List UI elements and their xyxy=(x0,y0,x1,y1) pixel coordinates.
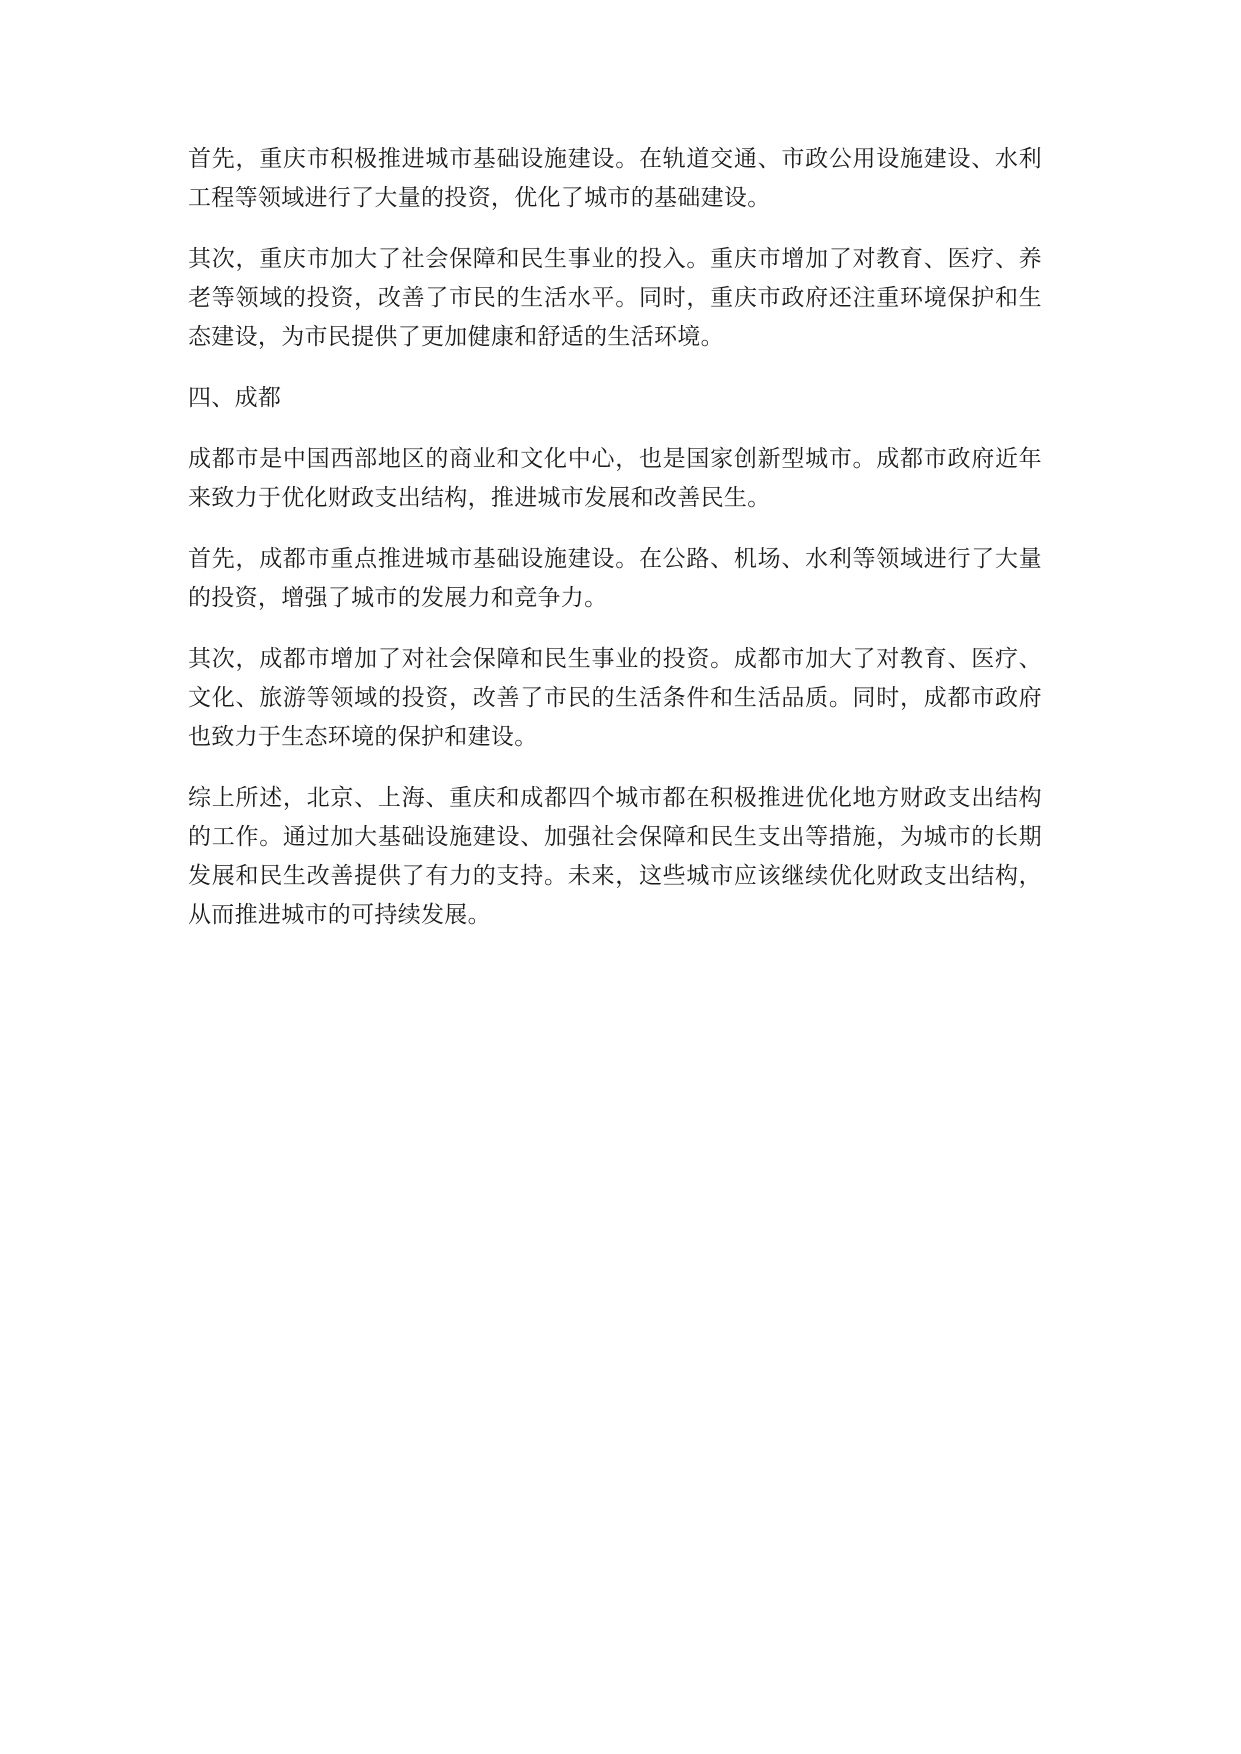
paragraph-chengdu-social-security: 其次，成都市增加了对社会保障和民生事业的投资。成都市加大了对教育、医疗、文化、旅游等领域的投资，改善了市民的生活条件和生活品质。同时，成都市政府也致力于生态环境的保护和建设。 xyxy=(188,646,1042,750)
section-heading-chengdu: 四、成都 xyxy=(188,385,282,411)
paragraph-conclusion: 综上所述，北京、上海、重庆和成都四个城市都在积极推进优化地方财政支出结构的工作。通过加大基础设施建设、加强社会保障和民生支出等措施，为城市的长期发展和民生改善提供了有力的支持。未来，这些城市应该继续优化财政支出结构，从而推进城市的可持续发展。 xyxy=(188,785,1042,928)
paragraph-chengdu-infrastructure: 首先，成都市重点推进城市基础设施建设。在公路、机场、水利等领域进行了大量的投资，增强了城市的发展力和竞争力。 xyxy=(188,546,1042,611)
paragraph-chongqing-infrastructure: 首先，重庆市积极推进城市基础设施建设。在轨道交通、市政公用设施建设、水利工程等领域进行了大量的投资，优化了城市的基础建设。 xyxy=(188,146,1042,211)
paragraph-chongqing-social-security: 其次，重庆市加大了社会保障和民生事业的投入。重庆市增加了对教育、医疗、养老等领域的投资，改善了市民的生活水平。同时，重庆市政府还注重环境保护和生态建设，为市民提供了更加健康和舒适的生活环境。 xyxy=(188,246,1042,350)
document-body xyxy=(188,140,1042,957)
paragraph-chengdu-intro: 成都市是中国西部地区的商业和文化中心，也是国家创新型城市。成都市政府近年来致力于优化财政支出结构，推进城市发展和改善民生。 xyxy=(188,446,1042,511)
